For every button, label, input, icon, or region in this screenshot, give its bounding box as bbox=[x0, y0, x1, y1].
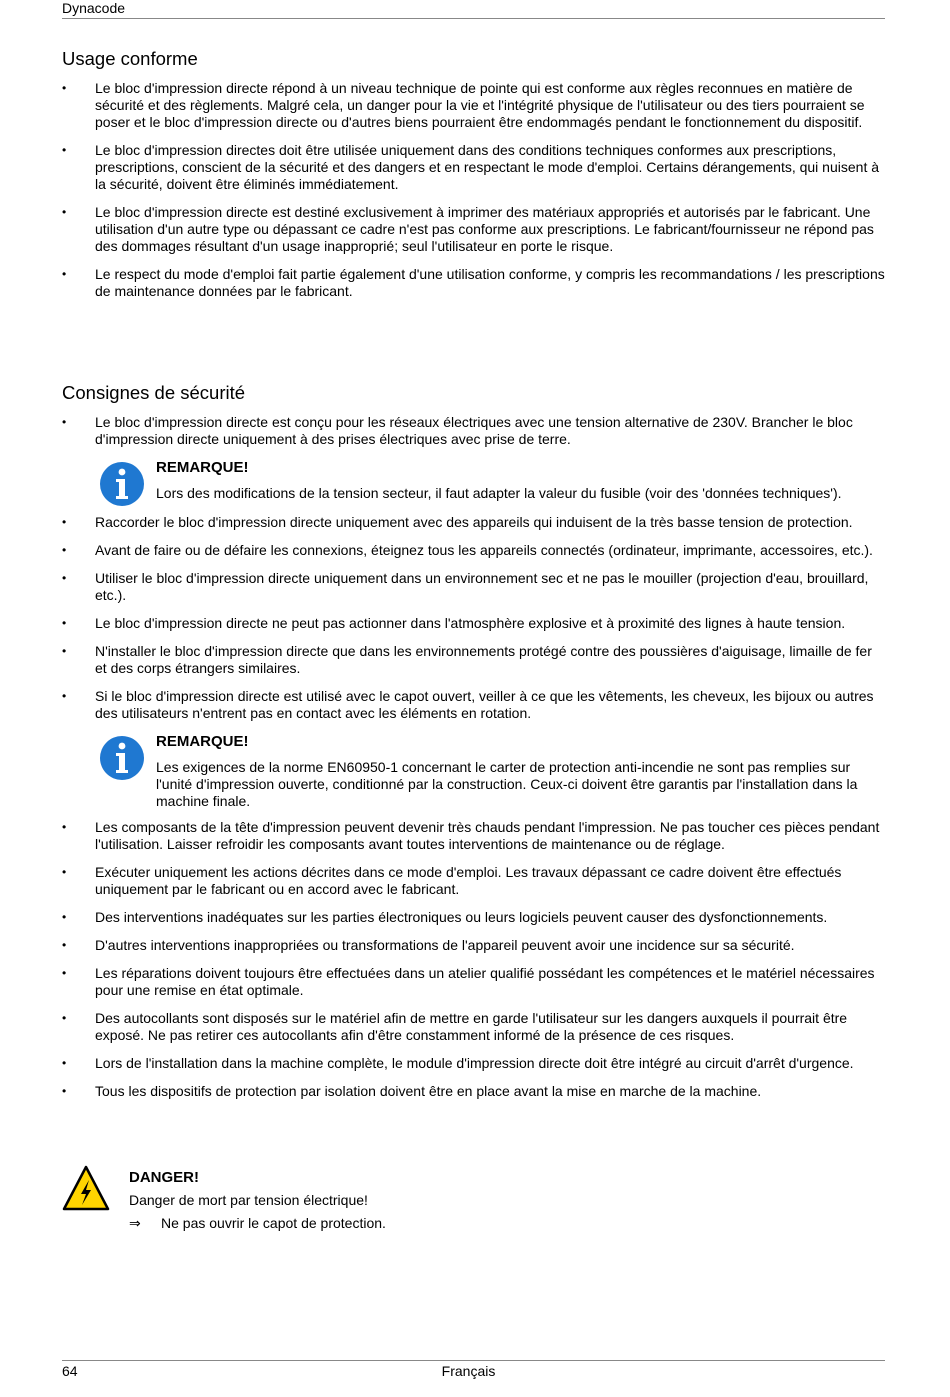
step-arrow: ⇒ bbox=[129, 1215, 141, 1231]
list-item: • Le respect du mode d'emploi fait partie également d'une utilisation conforme, y compris les recommandations / les prescriptions de maintenance données par le fabricant. bbox=[62, 266, 885, 300]
list-item: • Des interventions inadéquates sur les parties électroniques ou leurs logiciels peuvent causer des dysfonctionnements. bbox=[62, 909, 885, 926]
list-item: • Utiliser le bloc d'impression directe uniquement dans un environnement sec et ne pas le mouiller (projection d'eau, brouillard, etc.). bbox=[62, 570, 885, 604]
note-text: Lors des modifications de la tension secteur, il faut adapter la valeur du fusible (voir des 'données techniques'). bbox=[156, 485, 842, 501]
list-item: • D'autres interventions inappropriées ou transformations de l'appareil peuvent avoir une incidence sur sa sécurité. bbox=[62, 937, 885, 954]
note-text: Les exigences de la norme EN60950-1 concernant le carter de protection anti-incendie ne sont pas remplies sur l'unité d'impression ouverte, conditionné par la construction. Ceux-ci doivent être garantis par l'installation dans la machine finale. bbox=[156, 759, 858, 809]
list-item: • Le bloc d'impression directe est destiné exclusivement à imprimer des matériaux appropriés et autorisés par le fabricant. Une utilisation d'un autre type ou dépassant ce cadre n'est pas conforme aux prescriptions. Le fabricant/fournisseur ne répond pas des dommages résultant d'un usage inapproprié; seul l'utilisateur en porte le risque. bbox=[62, 204, 885, 255]
list-item: • Avant de faire ou de défaire les connexions, éteignez tous les appareils connectés (ordinateur, imprimante, accessoires, etc.). bbox=[62, 542, 885, 559]
note-title: REMARQUE! bbox=[156, 459, 249, 476]
page-number: 64 bbox=[62, 1363, 78, 1379]
usage-title: Usage conforme bbox=[62, 48, 198, 69]
danger-text: Danger de mort par tension électrique! bbox=[129, 1192, 368, 1208]
page-header bbox=[62, 0, 885, 19]
danger-step bbox=[129, 1215, 885, 1232]
list-item: • Le bloc d'impression directe est conçu pour les réseaux électriques avec une tension alternative de 230V. Brancher le bloc d'impression directe uniquement à des prises électriques avec prise de terre. bbox=[62, 414, 885, 448]
safety-section bbox=[62, 382, 885, 1111]
info-icon bbox=[99, 735, 145, 781]
list-item: • N'installer le bloc d'impression directe que dans les environnements protégé contre des poussières d'aiguisage, limaille de fer et des corps étrangers similaires. bbox=[62, 643, 885, 677]
header-brand: Dynacode bbox=[62, 0, 126, 16]
note-title: REMARQUE! bbox=[156, 733, 249, 750]
danger-block bbox=[62, 1163, 885, 1232]
safety-list-b bbox=[62, 514, 885, 722]
safety-list-a bbox=[62, 414, 885, 448]
note-block bbox=[62, 733, 885, 810]
list-item: • Si le bloc d'impression directe est utilisé avec le capot ouvert, veiller à ce que les vêtements, les cheveux, les bijoux ou autres des utilisateurs n'entrent pas en contact avec les éléments en rotation. bbox=[62, 688, 885, 722]
list-item: • Tous les dispositifs de protection par isolation doivent être en place avant la mise en marche de la machine. bbox=[62, 1083, 885, 1100]
info-icon bbox=[99, 461, 145, 507]
list-item: • Lors de l'installation dans la machine complète, le module d'impression directe doit être intégré au circuit d'arrêt d'urgence. bbox=[62, 1055, 885, 1072]
electric-hazard-icon bbox=[62, 1165, 110, 1211]
danger-title: DANGER! bbox=[129, 1169, 199, 1186]
note-block bbox=[62, 459, 885, 502]
safety-list-c bbox=[62, 819, 885, 1100]
list-item: • Les composants de la tête d'impression peuvent devenir très chauds pendant l'impression. Ne pas toucher ces pièces pendant l'utilisation. Laisser refroidir les composants avant toutes interventions de maintenance ou de réglage. bbox=[62, 819, 885, 853]
list-item: • Le bloc d'impression directe ne peut pas actionner dans l'atmosphère explosive et à proximité des lignes à haute tension. bbox=[62, 615, 885, 632]
usage-list bbox=[62, 80, 885, 300]
footer-language: Français bbox=[441, 1363, 496, 1379]
list-item: • Le bloc d'impression directes doit être utilisée uniquement dans des conditions techniques conformes aux prescriptions, prescriptions, conscient de la sécurité et des dangers et en respectant le mode d'emploi. Certains dérangements, qui nuisent à la sécurité, doivent être éliminés immédiatement. bbox=[62, 142, 885, 193]
step-text: Ne pas ouvrir le capot de protection. bbox=[161, 1215, 386, 1231]
safety-title: Consignes de sécurité bbox=[62, 382, 246, 403]
list-item: • Exécuter uniquement les actions décrites dans ce mode d'emploi. Les travaux dépassant ce cadre doivent être effectués uniquement par le fabricant ou en accord avec le fabricant. bbox=[62, 864, 885, 898]
usage-section bbox=[62, 48, 885, 311]
list-item: • Des autocollants sont disposés sur le matériel afin de mettre en garde l'utilisateur sur les dangers auxquels il pourrait être exposé. Ne pas retirer ces autocollants afin d'être constamment informé de la présence de ces risques. bbox=[62, 1010, 885, 1044]
page-footer bbox=[62, 1360, 885, 1379]
list-item: • Les réparations doivent toujours être effectuées dans un atelier qualifié possédant les compétences et le matériel nécessaires pour une remise en état optimale. bbox=[62, 965, 885, 999]
list-item: • Raccorder le bloc d'impression directe uniquement avec des appareils qui induisent de la très basse tension de protection. bbox=[62, 514, 885, 531]
list-item: • Le bloc d'impression directe répond à un niveau technique de pointe qui est conforme aux règles reconnues en matière de sécurité et des règlements. Malgré cela, un danger pour la vie et l'intégrité physique de l'utilisateur ou des tiers pourraient se poser et le bloc d'impression directe ou d'autres biens pourraient être endommagés pendant le fonctionnement du dispositif. bbox=[62, 80, 885, 131]
